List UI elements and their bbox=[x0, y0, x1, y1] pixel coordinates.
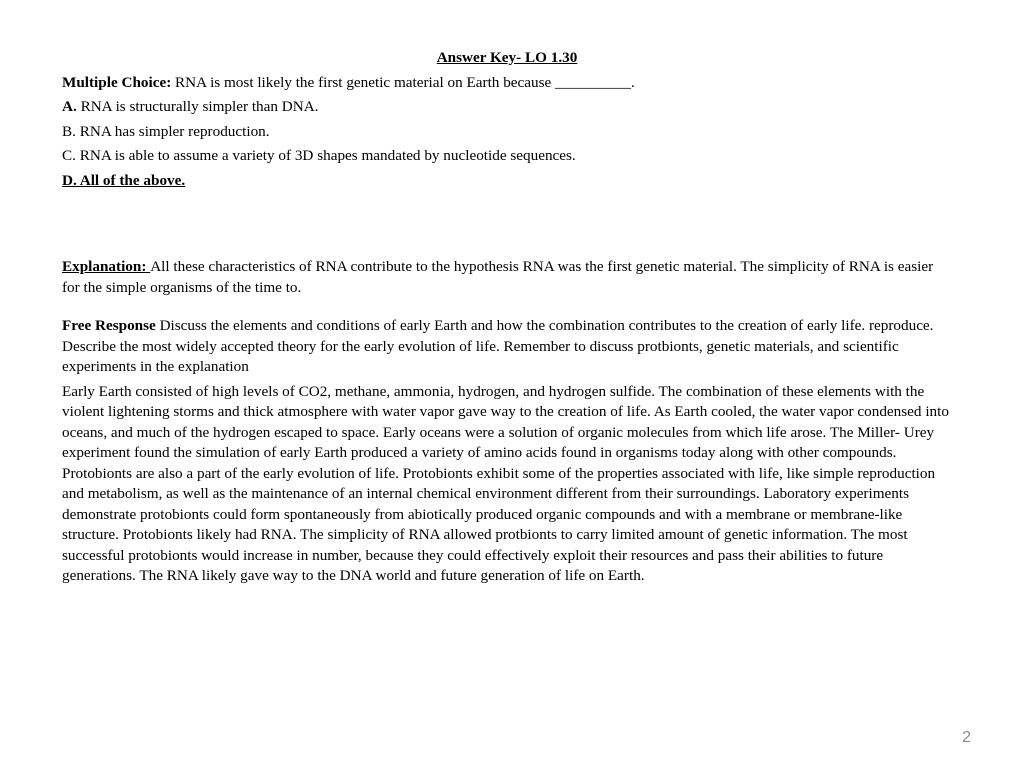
free-response-prompt-text: Discuss the elements and conditions of early Earth and how the combination contributes to the creation of early life. reproduce. Describe the most widely accepted theory for the early evolution of life. Remember to discuss protbionts, genetic materials, and scientific experiments in the explanation bbox=[62, 317, 934, 375]
free-response-answer: Early Earth consisted of high levels of CO2, methane, ammonia, hydrogen, and hydrogen sulfide. The combination of these elements with the violent lightening storms and thick atmosphere with water vapor gave way to the creation of life. As Earth cooled, the water vapor condensed into oceans, and much of the hydrogen escaped to space. Early oceans were a solution of organic molecules from which life arose. The Miller- Urey experiment found the simulation of early Earth produced a variety of amino acids found in organisms today along with other compounds. Protobionts are also a part of the early evolution of life. Protobionts exhibit some of the properties associated with life, like simple reproduction and metabolism, as well as the maintenance of an internal chemical environment different from their surroundings. Laboratory experiments demonstrate protobionts could form spontaneously from abiotically produced organic compounds and with a membrane or membrane-like structure. Protobionts likely had RNA. The simplicity of RNA allowed protbionts to carry limited amount of genetic information. The most successful protobionts would increase in number, because they could effectively exploit their resources and pass their abilities to future generations. The RNA likely gave way to the DNA world and future generation of life on Earth. bbox=[62, 382, 949, 584]
option-text: RNA is able to assume a variety of 3D shapes mandated by nucleotide sequences. bbox=[75, 147, 576, 164]
question bbox=[62, 73, 952, 94]
option-c bbox=[62, 146, 952, 167]
free-response-prompt bbox=[62, 316, 952, 378]
explanation bbox=[62, 257, 952, 298]
option-b bbox=[62, 122, 952, 143]
option-a bbox=[62, 97, 952, 118]
page-title: Answer Key- LO 1.30 bbox=[436, 49, 578, 66]
option-text: RNA is structurally simpler than DNA. bbox=[76, 98, 319, 115]
option-letter: C. bbox=[62, 147, 76, 164]
page-number: 2 bbox=[962, 729, 971, 746]
free-response-label: Free Response bbox=[62, 317, 156, 334]
slide-content bbox=[62, 48, 952, 587]
question-label: Multiple Choice: bbox=[62, 73, 172, 91]
correct-answer: D. All of the above. bbox=[62, 171, 186, 189]
question-text: RNA is most likely the first genetic material on Earth because __________. bbox=[171, 73, 635, 91]
option-letter: B. bbox=[62, 122, 76, 140]
option-letter: A. bbox=[62, 98, 77, 115]
explanation-label: Explanation: bbox=[62, 258, 151, 275]
explanation-text: All these characteristics of RNA contribute to the hypothesis RNA was the first genetic material. The simplicity of RNA is easier for the simple organisms of the time to. bbox=[62, 258, 934, 296]
option-text: RNA has simpler reproduction. bbox=[75, 122, 270, 140]
